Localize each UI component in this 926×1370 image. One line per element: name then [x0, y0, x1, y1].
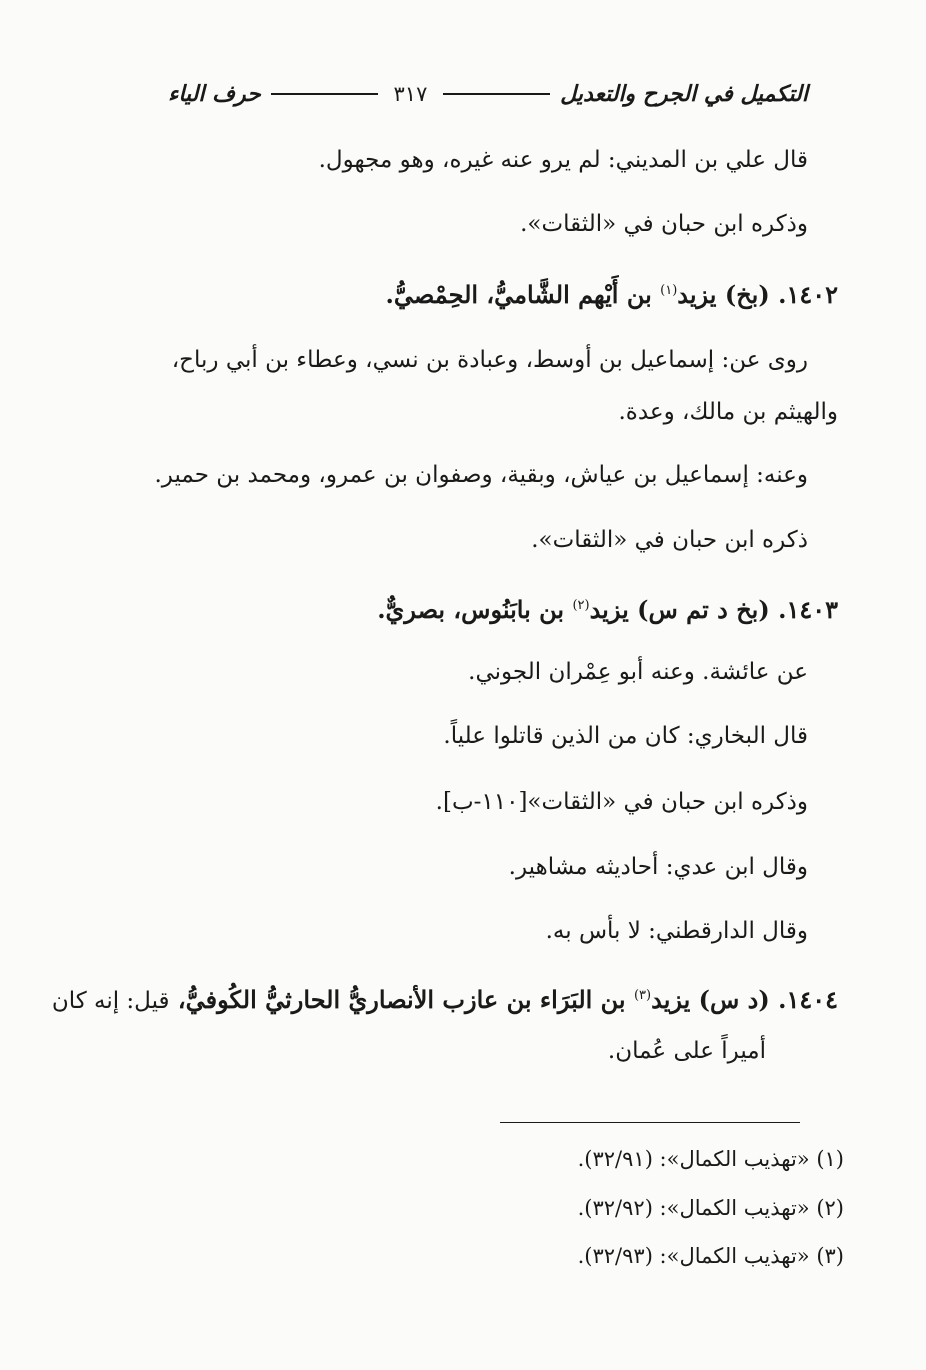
footnote-1: (١) «تهذيب الكمال»: (٣٢/٩١). [577, 1147, 844, 1171]
entry-number: ١٤٠٤. [778, 985, 838, 1014]
page-header [168, 74, 808, 114]
entry-1402-heading [386, 274, 838, 312]
page-number: ٣١٧ [393, 82, 428, 106]
entry-name: (د س) يزيد [651, 985, 770, 1014]
footnote-ref: (٣) [633, 988, 652, 1003]
entry-1404-heading [52, 979, 838, 1018]
book-title: التكميل في الجرح والتعديل [560, 81, 808, 107]
text-line: ذكره ابن حبان في «الثقات». [531, 527, 808, 553]
text-line: وعنه: إسماعيل بن عياش، وبقية، وصفوان بن عمرو، ومحمد بن حمير. [154, 462, 808, 488]
footnote-3: (٣) «تهذيب الكمال»: (٣٢/٩٣). [577, 1244, 844, 1268]
entry-name: (بخ) يزيد [677, 280, 770, 309]
entry-name: (بخ د تم س) يزيد [589, 595, 770, 624]
entry-number: ١٤٠٢. [778, 280, 838, 309]
text-line: روى عن: إسماعيل بن أوسط، وعبادة بن نسي، وعطاء بن أبي رباح، [171, 347, 808, 373]
chapter-title: حرف الياء [168, 81, 261, 107]
text-line: قال علي بن المديني: لم يرو عنه غيره، وهو مجهول. [318, 147, 808, 173]
entry-nisba: بن بابَنُوس، بصريٌّ. [377, 595, 565, 624]
header-dash [443, 93, 550, 95]
entry-1403-heading [377, 589, 838, 627]
footnote-ref: (١) [660, 283, 678, 298]
text-line: أميراً على عُمان. [607, 1038, 766, 1064]
text-line: وذكره ابن حبان في «الثقات». [520, 211, 808, 237]
entry-nisba: بن أَيْهم الشَّاميُّ، الحِمْصيُّ. [385, 280, 652, 309]
footnote-separator [500, 1122, 800, 1123]
text-line: وقال ابن عدي: أحاديثه مشاهير. [508, 854, 808, 880]
entry-number: ١٤٠٣. [778, 595, 838, 624]
text-line: والهيثم بن مالك، وعدة. [618, 399, 838, 425]
text-line: وقال الدارقطني: لا بأس به. [545, 918, 808, 944]
header-dash [271, 93, 378, 95]
entry-nisba: بن البَرَاء بن عازب الأنصاريُّ الحارثيُّ الكُوفيُّ، [177, 985, 626, 1014]
text-line: وذكره ابن حبان في «الثقات»[١١٠-ب]. [435, 789, 808, 815]
footnote-2: (٢) «تهذيب الكمال»: (٣٢/٩٢). [577, 1196, 844, 1220]
entry-note: قيل: إنه كان [51, 988, 170, 1014]
footnote-ref: (٢) [572, 598, 590, 613]
text-line: عن عائشة. وعنه أبو عِمْران الجوني. [468, 659, 808, 685]
text-line: قال البخاري: كان من الذين قاتلوا علياً. [443, 723, 808, 749]
